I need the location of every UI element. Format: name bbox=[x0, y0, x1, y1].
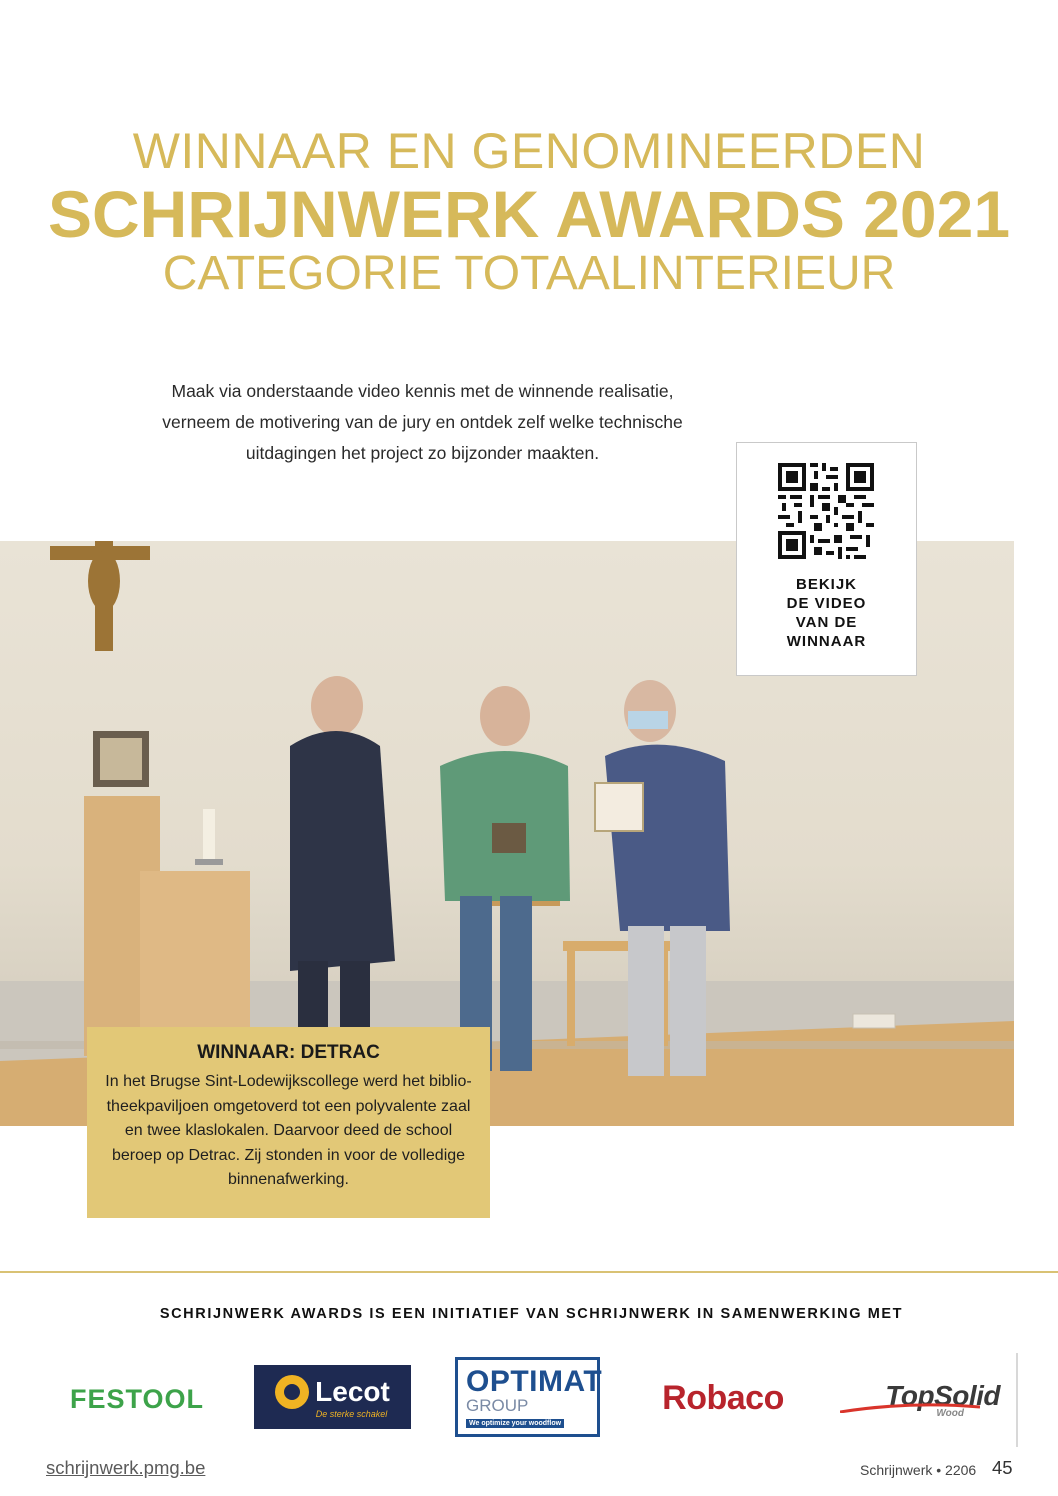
footer-magazine: Schrijnwerk • 2206 bbox=[860, 1462, 977, 1478]
optimat-logo[interactable] bbox=[455, 1357, 603, 1437]
title-line-1: WINNAAR EN GENOMINEERDEN bbox=[132, 123, 926, 179]
intro-paragraph bbox=[150, 376, 695, 469]
qr-label bbox=[737, 575, 916, 651]
intro-line: verneem de motivering van de jury en ontdek zelf welke technische bbox=[162, 412, 683, 432]
lecot-logo[interactable] bbox=[254, 1365, 411, 1429]
intro-line: uitdagingen het project zo bijzonder maakten. bbox=[245, 443, 600, 463]
winner-line: en twee klaslokalen. Daarvoor deed de school bbox=[124, 1122, 453, 1139]
qr-code-icon[interactable] bbox=[778, 463, 874, 559]
qr-code-box[interactable] bbox=[736, 442, 917, 676]
title-line-3: CATEGORIE TOTAALINTERIEUR bbox=[162, 247, 896, 300]
winner-line: theekpaviljoen omgetoverd tot een polyvalente zaal bbox=[106, 1097, 471, 1115]
winner-box bbox=[87, 1027, 490, 1218]
qr-label-line: DE VIDEO bbox=[786, 595, 867, 612]
right-rule bbox=[1016, 1353, 1018, 1447]
sponsor-logos bbox=[0, 1355, 1058, 1445]
winner-title: WINNAAR: DETRAC bbox=[197, 1042, 380, 1063]
optimat-group: GROUP bbox=[466, 1395, 529, 1415]
topsolid-name: TopSolid bbox=[885, 1379, 1000, 1411]
winner-line: beroep op Detrac. Zij stonden in voor de volledige bbox=[111, 1146, 466, 1164]
festool-logo[interactable]: FESTOOL bbox=[69, 1383, 204, 1414]
robaco-logo[interactable]: Robaco bbox=[662, 1378, 784, 1417]
section-divider bbox=[0, 1271, 1058, 1273]
title-line-2: SCHRIJNWERK AWARDS 2021 bbox=[47, 177, 1011, 251]
winner-line: binnenafwerking. bbox=[228, 1171, 349, 1188]
lecot-tagline: De sterke schakel bbox=[315, 1409, 388, 1419]
winner-line: In het Brugse Sint-Lodewijkscollege werd het biblio- bbox=[105, 1073, 472, 1090]
winner-description bbox=[105, 1070, 472, 1193]
optimat-tagline: We optimize your woodflow bbox=[466, 1419, 564, 1428]
topsolid-sub: Wood bbox=[936, 1407, 964, 1419]
topsolid-logo[interactable] bbox=[840, 1369, 1000, 1429]
footer-url-link[interactable]: schrijnwerk.pmg.be bbox=[46, 1457, 206, 1478]
qr-label-line: BEKIJK bbox=[795, 576, 857, 593]
lecot-row bbox=[275, 1375, 390, 1409]
lecot-name: Lecot bbox=[315, 1376, 390, 1407]
qr-label-line: WINNAAR bbox=[786, 633, 867, 650]
optimat-name: OPTIMAT bbox=[466, 1364, 603, 1398]
intro-line: Maak via onderstaande video kennis met de winnende realisatie, bbox=[171, 381, 674, 401]
lecot-mark-icon bbox=[275, 1375, 309, 1409]
page-number: 45 bbox=[992, 1457, 1013, 1478]
sponsor-heading: SCHRIJNWERK AWARDS IS EEN INITIATIEF VAN SCHRIJNWERK IN SAMENWERKING MET bbox=[159, 1306, 904, 1322]
topsolid-swoosh-icon bbox=[840, 1403, 980, 1413]
qr-label-line: VAN DE bbox=[795, 614, 858, 631]
